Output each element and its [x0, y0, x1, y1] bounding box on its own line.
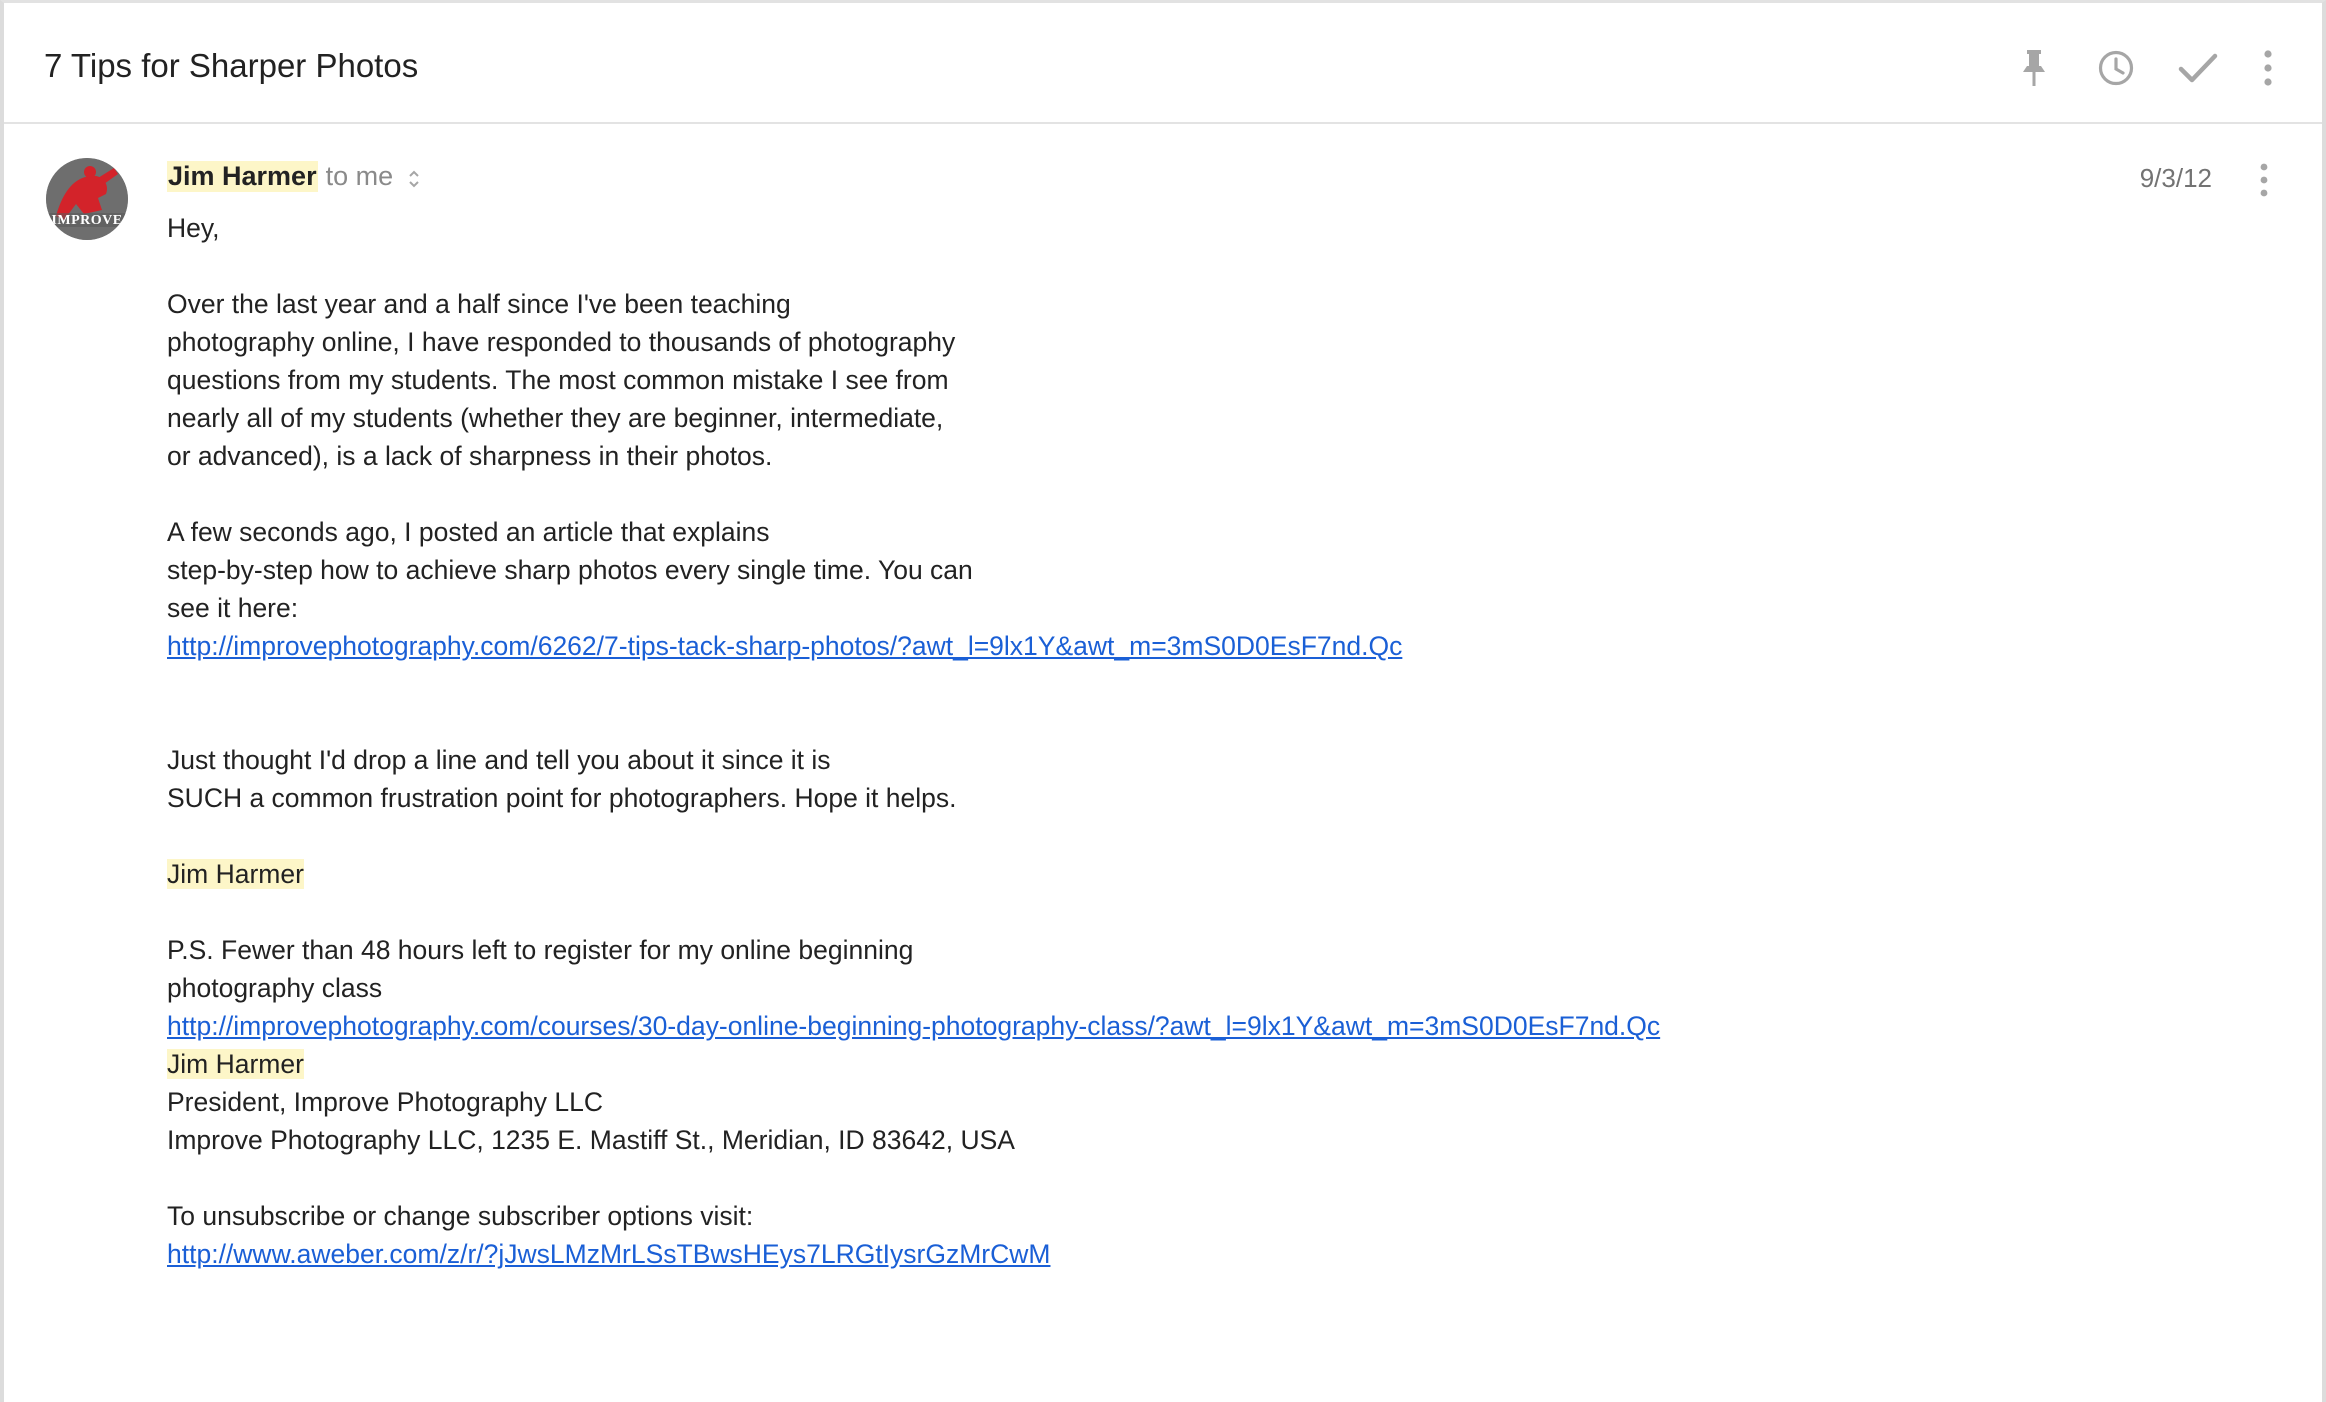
- message-date: 9/3/12: [2139, 163, 2212, 193]
- message-body: [167, 209, 2217, 1273]
- sender-line: [167, 161, 421, 192]
- sender-name[interactable]: Jim Harmer: [168, 161, 317, 191]
- avatar[interactable]: [46, 158, 128, 240]
- thread-subject: 7 Tips for Sharper Photos: [44, 47, 419, 84]
- unsubscribe-text: To unsubscribe or change subscriber options visit:: [167, 1201, 754, 1231]
- clock-icon[interactable]: [2091, 43, 2141, 93]
- pin-icon[interactable]: [2009, 43, 2059, 93]
- recipient-details-toggle-icon[interactable]: [407, 166, 421, 188]
- avatar-logo-text: IMPROVE: [51, 213, 123, 228]
- body-line: or advanced), is a lack of sharpness in their photos.: [167, 441, 773, 471]
- ps-line: P.S. Fewer than 48 hours left to register for my online beginning: [167, 935, 914, 965]
- check-icon[interactable]: [2173, 43, 2223, 93]
- more-vertical-icon[interactable]: [2243, 43, 2293, 93]
- body-line: Just thought I'd drop a line and tell you about it since it is: [167, 745, 831, 775]
- body-line: see it here:: [167, 593, 299, 623]
- thread-header: [4, 3, 2322, 124]
- signoff-name: Jim Harmer: [167, 859, 304, 889]
- greeting: Hey,: [167, 213, 220, 243]
- body-line: step-by-step how to achieve sharp photos every single time. You can: [167, 555, 973, 585]
- article-link[interactable]: http://improvephotography.com/6262/7-tips-tack-sharp-photos/?awt_l=9lx1Y&awt_m=3mS0D0EsF7nd.Qc: [167, 631, 1403, 661]
- body-line: nearly all of my students (whether they are beginner, intermediate,: [167, 403, 944, 433]
- body-line: SUCH a common frustration point for photographers. Hope it helps.: [167, 783, 957, 813]
- footer-name: Jim Harmer: [167, 1049, 304, 1079]
- body-line: photography online, I have responded to thousands of photography: [167, 327, 956, 357]
- footer-address: Improve Photography LLC, 1235 E. Mastiff St., Meridian, ID 83642, USA: [167, 1125, 1015, 1155]
- footer-title: President, Improve Photography LLC: [167, 1087, 604, 1117]
- ps-line: photography class: [167, 973, 383, 1003]
- message-more-vertical-icon[interactable]: [2244, 158, 2284, 202]
- unsubscribe-link[interactable]: http://www.aweber.com/z/r/?jJwsLMzMrLSsTBwsHEys7LRGtIysrGzMrCwM: [167, 1239, 1051, 1269]
- body-line: questions from my students. The most common mistake I see from: [167, 365, 949, 395]
- recipient-summary: to me: [325, 161, 394, 191]
- course-link[interactable]: http://improvephotography.com/courses/30-day-online-beginning-photography-class/?awt_l=9lx1Y&awt_m=3mS0D0EsF7nd.Qc: [167, 1011, 1661, 1041]
- body-line: Over the last year and a half since I've been teaching: [167, 289, 791, 319]
- body-line: A few seconds ago, I posted an article that explains: [167, 517, 770, 547]
